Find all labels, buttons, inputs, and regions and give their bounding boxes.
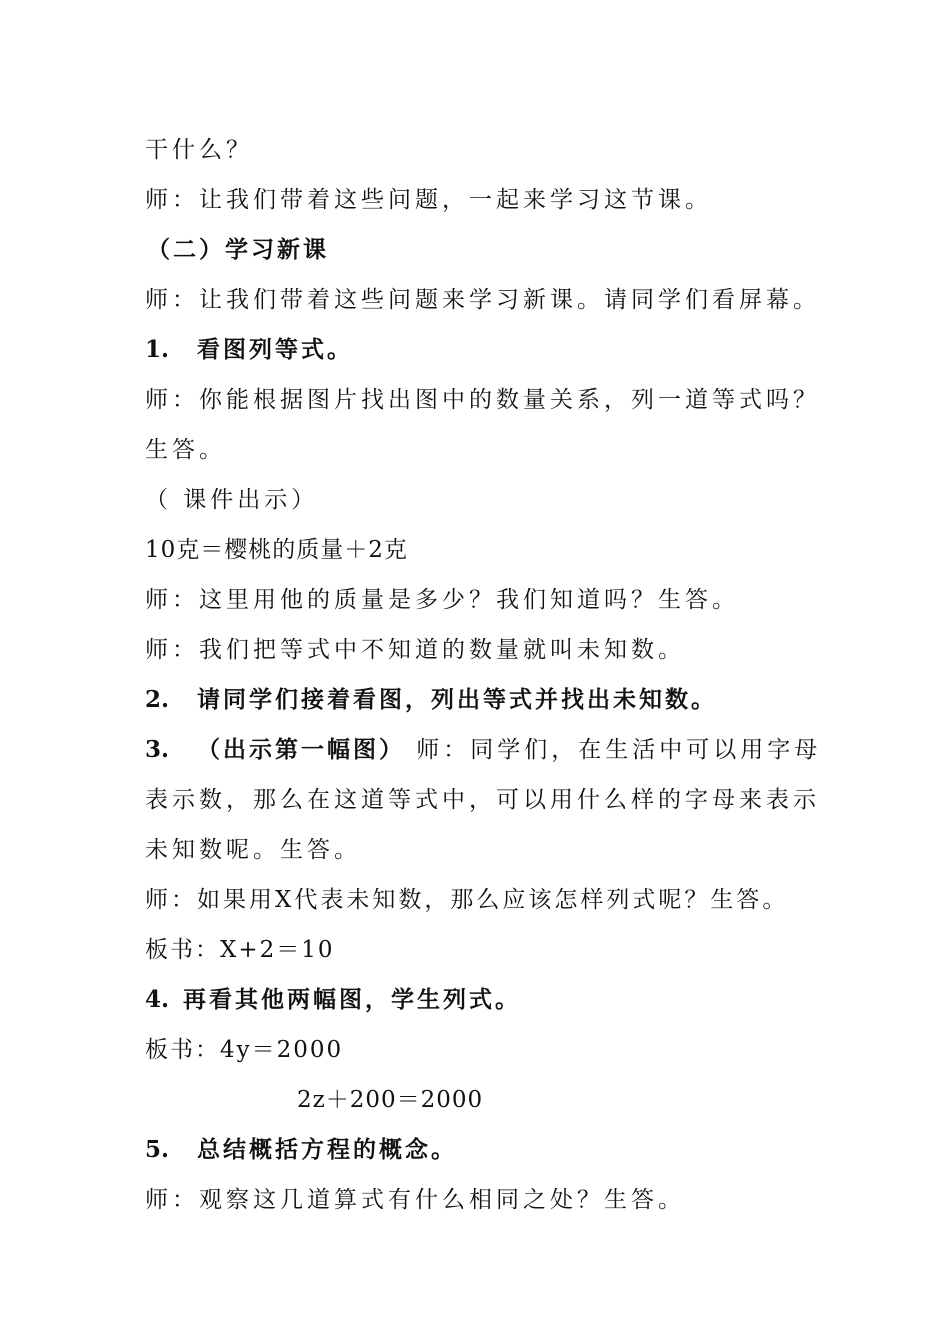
text-line-7 [145, 434, 226, 466]
heading-text: （二）学习新课 [147, 236, 329, 263]
numbered-heading-2 [145, 684, 717, 716]
board-line-3 [297, 1084, 483, 1116]
text-line-11 [145, 634, 685, 666]
board-text: 板书：4y＝2000 [145, 1037, 344, 1063]
item-number: 4. [145, 986, 170, 1013]
line-text: 师：同学们，在生活中可以用字母 [405, 737, 822, 763]
numbered-heading-4 [145, 984, 521, 1016]
line-text: 师：你能根据图片找出图中的数量关系，列一道等式吗？ [145, 387, 820, 413]
line-text: 表示数，那么在这道等式中，可以用什么样的字母来表示 [145, 787, 820, 813]
line-text: （ 课件出示） [145, 487, 319, 513]
line-text: 师：这里用他的质量是多少？我们知道吗？生答。 [145, 587, 739, 613]
text-line-6 [145, 384, 820, 416]
line-text: 生答。 [145, 437, 226, 463]
text-line-22 [145, 1184, 685, 1216]
item-number: 3. [145, 736, 170, 763]
section-heading [147, 234, 329, 266]
line-text: 师：如果用X代表未知数，那么应该怎样列式呢？生答。 [145, 887, 789, 913]
line-text: 未知数呢。生答。 [145, 837, 361, 863]
heading-text: 看图列等式。 [197, 336, 353, 363]
heading-text: 总结概括方程的概念。 [197, 1136, 457, 1163]
numbered-heading-5 [145, 1134, 457, 1166]
text-line-10 [145, 584, 739, 616]
line-text: 师：观察这几道算式有什么相同之处？生答。 [145, 1187, 685, 1213]
text-line-2 [145, 184, 712, 216]
board-text: 2z＋200＝2000 [297, 1087, 484, 1113]
line-text: 师：让我们带着这些问题，一起来学习这节课。 [145, 187, 712, 213]
line-text: 师：让我们带着这些问题来学习新课。请同学们看屏幕。 [145, 287, 820, 313]
text-line-15 [145, 834, 361, 866]
item-number: 2. [145, 686, 170, 713]
line-text: 师：我们把等式中不知道的数量就叫未知数。 [145, 637, 685, 663]
board-text: 板书：X+2＝10 [145, 937, 335, 963]
item-heading: （出示第一幅图） [197, 736, 405, 763]
text-line-4 [145, 284, 820, 316]
line-text: 干什么？ [145, 137, 253, 163]
text-line-8 [145, 484, 318, 516]
text-line-16 [145, 884, 788, 916]
heading-text: 请同学们接着看图，列出等式并找出未知数。 [197, 686, 717, 713]
heading-text: 再看其他两幅图，学生列式。 [183, 986, 521, 1013]
numbered-item-3 [145, 734, 821, 766]
text-line-14 [145, 784, 820, 816]
item-number: 5. [145, 1136, 170, 1163]
item-number: 1. [145, 336, 170, 363]
board-line-2 [145, 1034, 343, 1066]
text-line-1 [145, 134, 253, 166]
board-line-1 [145, 934, 335, 966]
equation-line-1 [145, 534, 408, 566]
equation-text: 10克＝樱桃的质量＋2克 [145, 537, 408, 563]
numbered-heading-1 [145, 334, 353, 366]
